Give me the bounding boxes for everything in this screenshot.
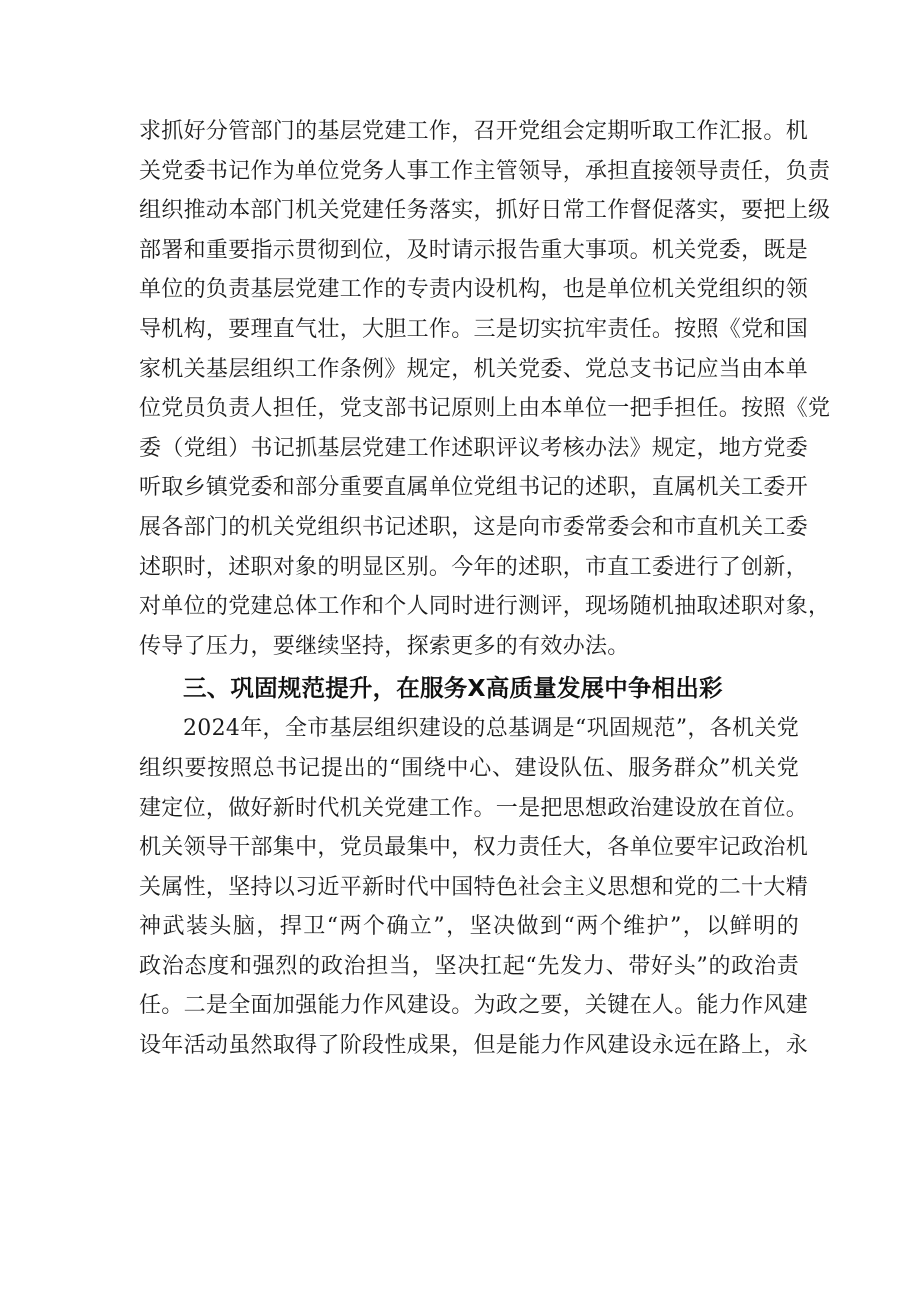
text-line: 机关领导干部集中，党员最集中，权力责任大，各单位要牢记政治机: [139, 835, 809, 861]
text-line: 传导了压力，要继续坚持，探索更多的有效办法。: [139, 633, 630, 659]
text-line: 展各部门的机关党组织书记述职，这是向市委常委会和市直机关工委: [139, 514, 809, 540]
text-line: 对单位的党建总体工作和个人同时进行测评，现场随机抽取述职对象，: [139, 594, 831, 620]
text-line: 组织推动本部门机关党建任务落实，抓好日常工作督促落实，要把上级: [139, 198, 831, 224]
text-line: 述职时，述职对象的明显区别。今年的述职，市直工委进行了创新，: [139, 554, 809, 580]
text-line: 委（党组）书记抓基层党建工作述职评议考核办法》规定，地方党委: [139, 435, 809, 461]
document-body: [139, 112, 831, 1066]
text-line: 政治态度和强烈的政治担当，坚决扛起“先发力、带好头”的政治责: [139, 953, 799, 979]
text-line: 导机构，要理直气壮，大胆工作。三是切实抗牢责任。按照《党和国: [139, 316, 809, 342]
paragraph-1: [139, 112, 831, 666]
text-line: 建定位，做好新时代机关党建工作。一是把思想政治建设放在首位。: [139, 795, 809, 821]
text-line: 求抓好分管部门的基层党建工作，召开党组会定期听取工作汇报。机: [139, 119, 809, 144]
text-line: 2024年，全市基层组织建设的总基调是“巩固规范”，各机关党: [183, 716, 799, 742]
section-heading: 三、巩固规范提升，在服务X高质量发展中争相出彩: [183, 674, 723, 703]
text-line: 单位的负责基层党建工作的专责内设机构，也是单位机关党组织的领: [139, 277, 809, 303]
text-line: 任。二是全面加强能力作风建设。为政之要，关键在人。能力作风建: [139, 993, 809, 1019]
paragraph-2: [139, 709, 809, 1065]
text-line: 关党委书记作为单位党务人事工作主管领导，承担直接领导责任，负责: [139, 158, 831, 184]
text-line: 设年活动虽然取得了阶段性成果，但是能力作风建设永远在路上，永: [139, 1033, 809, 1059]
text-line: 组织要按照总书记提出的“围绕中心、建设队伍、服务群众”机关党: [139, 755, 799, 781]
text-line: 位党员负责人担任，党支部书记原则上由本单位一把手担任。按照《党: [139, 396, 831, 422]
text-line: 部署和重要指示贯彻到位，及时请示报告重大事项。机关党委，既是: [139, 237, 809, 263]
text-line: 听取乡镇党委和部分重要直属单位党组书记的述职，直属机关工委开: [139, 475, 809, 501]
text-line: 关属性，坚持以习近平新时代中国特色社会主义思想和党的二十大精: [139, 874, 809, 900]
text-line: 神武装头脑，捍卫“两个确立”，坚决做到“两个维护”，以鲜明的: [139, 914, 799, 940]
text-line: 家机关基层组织工作条例》规定，机关党委、党总支书记应当由本单: [139, 356, 809, 382]
